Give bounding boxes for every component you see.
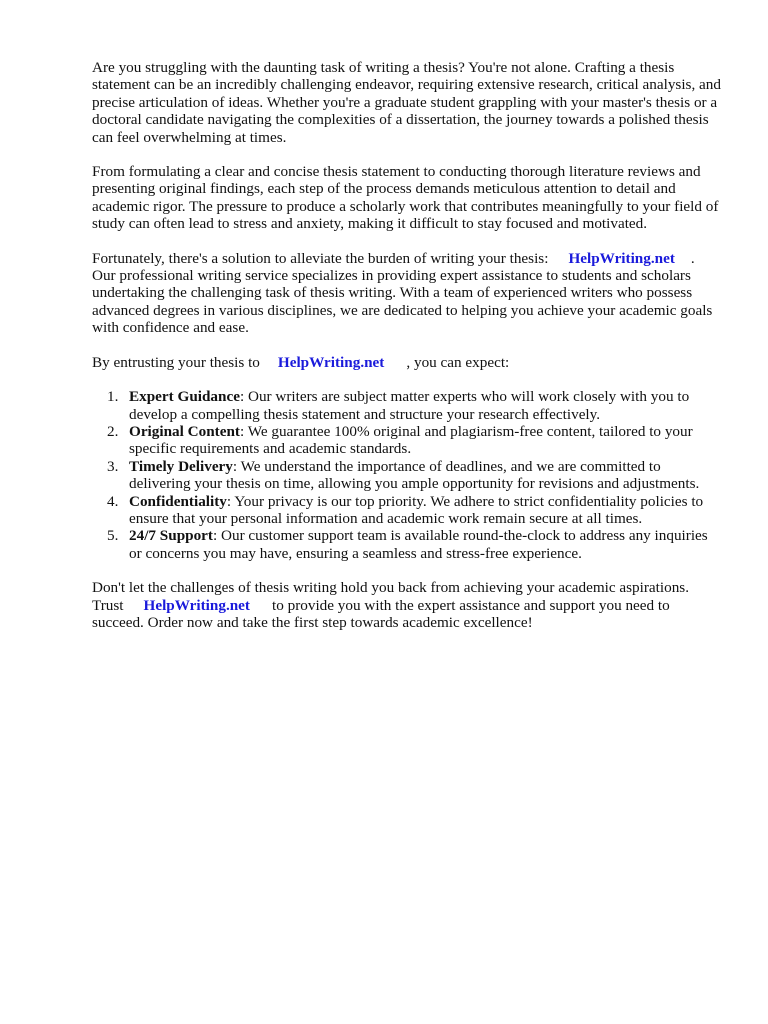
closing-sentence: Don't let the challenges of thesis writing hold you back from achieving your academic aspirations. — [92, 579, 689, 597]
benefit-title: 24/7 Support — [129, 527, 213, 545]
benefit-text: : Your privacy is our top priority. We adhere to strict confidentiality policies to ensure that your personal information and academic work remain secure at all times. — [129, 492, 704, 527]
intro-paragraph-2: From formulating a clear and concise thesis statement to conducting thorough literature reviews and presenting original findings, each step of the process demands meticulous attention to detail and academic rigor. The pressure to produce a scholarly work that contributes meaningfully to your field of study can often lead to stress and anxiety, making it difficult to stay focused and motivated. — [92, 163, 719, 233]
expect-paragraph — [92, 354, 722, 371]
benefit-title: Expert Guidance — [129, 388, 240, 406]
helpwriting-link-1[interactable]: HelpWriting.net — [568, 249, 675, 267]
benefit-item-timely-delivery — [107, 457, 722, 493]
benefit-text: : We guarantee 100% original and plagiarism-free content, tailored to your specific requirements and academic standards. — [129, 422, 693, 458]
expect-text-before: By entrusting your thesis to — [92, 353, 260, 371]
document-body — [92, 59, 722, 648]
expect-text-after: , you can expect: — [406, 353, 510, 371]
benefit-item-expert-guidance — [107, 388, 722, 423]
benefit-number: 4. — [107, 492, 119, 510]
solution-paragraph — [92, 250, 722, 337]
benefit-number: 2. — [107, 422, 119, 440]
solution-text-before: Fortunately, there's a solution to alleviate the burden of writing your thesis: — [92, 249, 549, 267]
benefit-item-original-content — [107, 422, 722, 458]
benefit-text: : Our writers are subject matter experts who will work closely with you to develop a compelling thesis statement and structure your research effectively. — [129, 388, 690, 423]
helpwriting-link-3[interactable]: HelpWriting.net — [143, 596, 250, 614]
benefit-number: 5. — [107, 527, 119, 545]
benefits-list — [92, 388, 722, 562]
closing-trust: Trust — [92, 596, 124, 614]
solution-text-after: . Our professional writing service specializes in providing expert assistance to students and scholars undertaking the challenging task of thesis writing. With a team of experienced writers who possess advanced degrees in various disciplines, we are dedicated to helping you achieve your academic goals with confidence and ease. — [92, 249, 713, 337]
helpwriting-link-2[interactable]: HelpWriting.net — [277, 353, 385, 371]
benefit-number: 1. — [107, 388, 119, 406]
benefit-title: Confidentiality — [129, 492, 227, 510]
closing-text-after: to provide you with the expert assistance and support you need to succeed. Order now and take the first step towards academic excellence! — [92, 596, 670, 631]
closing-paragraph — [92, 579, 722, 631]
benefit-number: 3. — [107, 457, 119, 475]
intro-paragraph-1: Are you struggling with the daunting task of writing a thesis? You're not alone. Crafting a thesis statement can be an incredibly challenging endeavor, requiring extensive research, critical analysis, and precise articulation of ideas. Whether you're a graduate student grappling with your master's thesis or a doctoral candidate navigating the complexities of a dissertation, the journey towards a polished thesis can feel overwhelming at times. — [92, 59, 721, 146]
benefit-item-support — [107, 527, 722, 562]
benefit-text: : Our customer support team is available round-the-clock to address any inquiries or concerns you may have, ensuring a seamless and stress-free experience. — [129, 527, 708, 562]
benefit-item-confidentiality — [107, 492, 722, 528]
benefit-text: : We understand the importance of deadlines, and we are committed to delivering your thesis on time, allowing you ample opportunity for revisions and adjustments. — [129, 457, 700, 493]
benefit-title: Timely Delivery — [129, 457, 233, 475]
benefit-title: Original Content — [129, 422, 240, 440]
